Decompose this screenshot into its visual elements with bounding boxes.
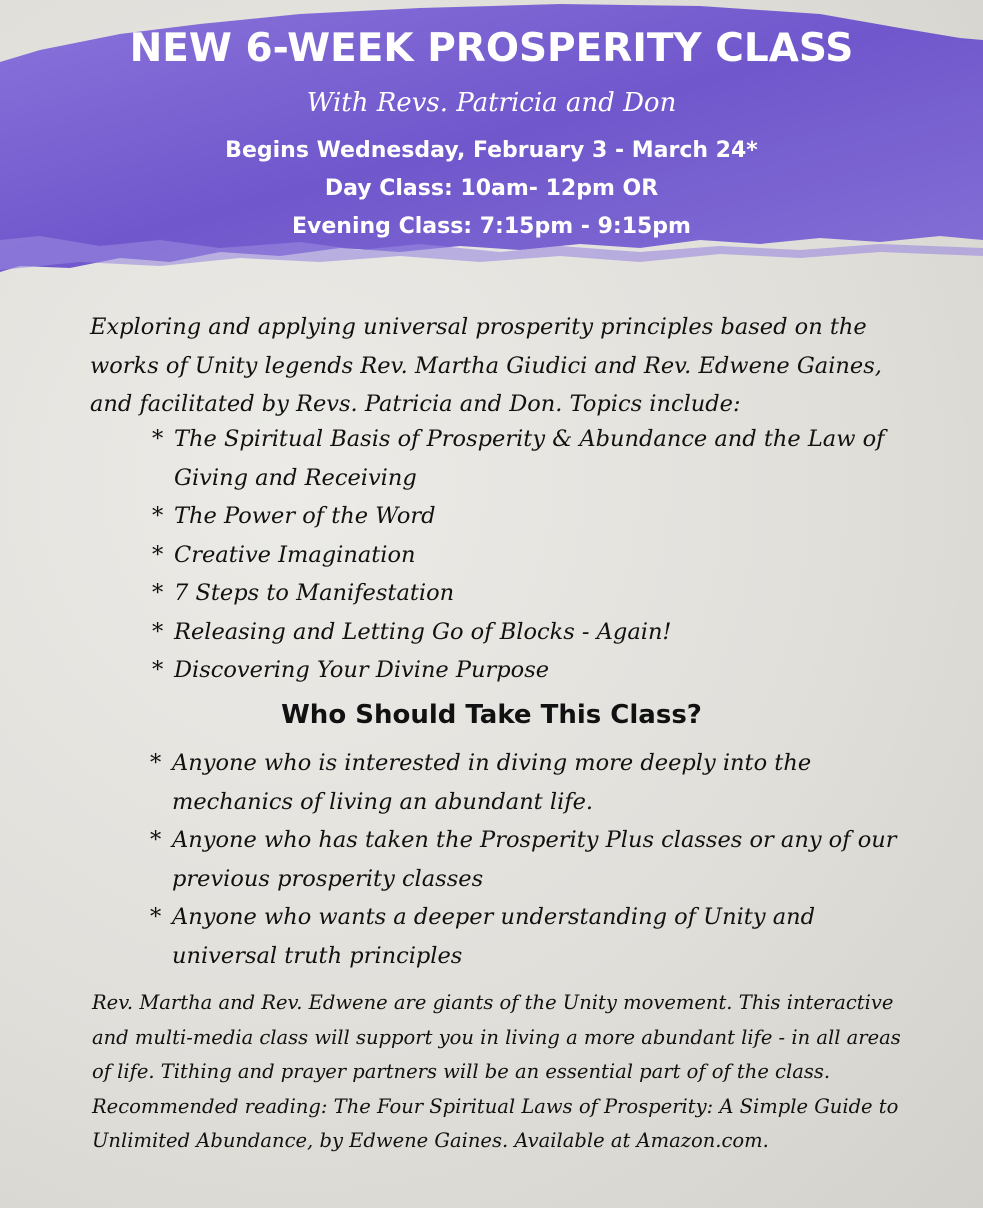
audience-item: * Anyone who is interested in diving more deeply into the mechanics of living an abundant life. [150, 744, 920, 821]
bullet-star: * [152, 426, 164, 452]
topic-item: * 7 Steps to Manifestation [152, 574, 922, 613]
topics-list [152, 420, 922, 690]
audience-heading: Who Should Take This Class? [281, 700, 702, 730]
audience-item: * Anyone who has taken the Prosperity Plus classes or any of our previous prosperity classes [150, 821, 920, 898]
day-class-time: Day Class: 10am- 12pm OR [324, 176, 659, 201]
bullet-star: * [150, 904, 162, 930]
evening-class-time: Evening Class: 7:15pm - 9:15pm [292, 214, 691, 239]
topic-item: * Creative Imagination [152, 536, 922, 575]
topic-item: * Releasing and Letting Go of Blocks - Again! [152, 613, 922, 652]
bullet-star: * [150, 827, 162, 853]
bullet-star: * [152, 541, 164, 568]
bullet-star: * [152, 657, 164, 683]
bullet-star: * [152, 580, 164, 606]
topic-item: * The Power of the Word [152, 497, 922, 536]
topic-item: * The Spiritual Basis of Prosperity & Abundance and the Law of Giving and Receiving [152, 420, 922, 497]
bullet-star: * [150, 750, 162, 776]
bullet-star: * [152, 618, 164, 645]
instructors-subtitle: With Revs. Patricia and Don [306, 88, 677, 118]
audience-list [150, 744, 920, 975]
intro-paragraph: Exploring and applying universal prosperity principles based on the works of Unity legends Rev. Martha Giudici and Rev. Edwene Gaines, and facilitated by Revs. Patricia and Don. Topics include: [90, 314, 882, 417]
schedule-dates: Begins Wednesday, February 3 - March 24* [225, 138, 758, 163]
closing-paragraph: Rev. Martha and Rev. Edwene are giants of the Unity movement. This interactive and multi-media class will support you in living a more abundant life - in all areas of life. Tithing and prayer partners will be an essential part of of the class. Recommended reading: The Four Spiritual Laws of Prosperity: A Simple Guide to Unlimited Abundance, by Edwene Gaines. Available at Amazon.com. [92, 991, 901, 1152]
class-title: NEW 6-WEEK PROSPERITY CLASS [129, 26, 854, 71]
bullet-star: * [152, 503, 164, 529]
topic-item: * Discovering Your Divine Purpose [152, 651, 922, 690]
audience-item: * Anyone who wants a deeper understanding of Unity and universal truth principles [150, 898, 920, 975]
